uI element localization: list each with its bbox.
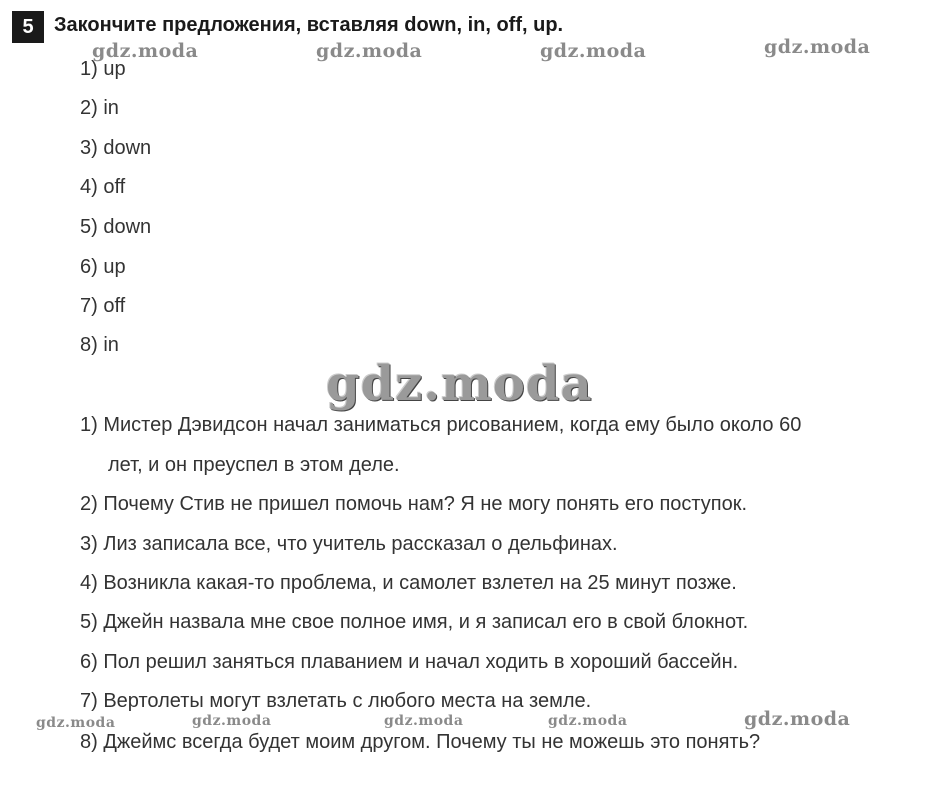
answer-item: 1) up xyxy=(80,58,126,80)
translation-line: 1) Мистер Дэвидсон начал заниматься рисованием, когда ему было около 60 xyxy=(80,414,802,436)
answer-item: 3) down xyxy=(80,137,152,159)
answer-item: 2) in xyxy=(80,97,119,119)
translation-line: 6) Пол решил заняться плаванием и начал ходить в хороший бассейн. xyxy=(80,651,739,673)
watermark: gdz.moda xyxy=(744,708,851,730)
translation-line: 3) Лиз записала все, что учитель рассказал о дельфинах. xyxy=(80,533,618,555)
watermark: gdz.moda xyxy=(384,713,464,729)
watermark: gdz.moda xyxy=(764,36,871,58)
task-title: Закончите предложения, вставляя down, in, off, up. xyxy=(54,14,564,36)
translation-line: 4) Возникла какая-то проблема, и самолет взлетел на 25 минут позже. xyxy=(80,572,737,594)
answer-item: 5) down xyxy=(80,216,152,238)
answer-item: 7) off xyxy=(80,295,126,317)
watermark: gdz.moda xyxy=(192,713,272,729)
watermark: gdz.moda xyxy=(548,713,628,729)
watermark-large: gdz.moda xyxy=(326,356,593,412)
answer-item: 4) off xyxy=(80,176,126,198)
watermark: gdz.moda xyxy=(36,715,116,731)
translation-line: лет, и он преуспел в этом деле. xyxy=(108,454,400,476)
translation-line: 8) Джеймс всегда будет моим другом. Почему ты не можешь это понять? xyxy=(80,731,761,753)
watermark: gdz.moda xyxy=(316,40,423,62)
watermark: gdz.moda xyxy=(540,40,647,62)
translation-line: 5) Джейн назвала мне свое полное имя, и я записал его в свой блокнот. xyxy=(80,611,749,633)
answer-item: 8) in xyxy=(80,334,119,356)
translation-line: 2) Почему Стив не пришел помочь нам? Я не могу понять его поступок. xyxy=(80,493,748,515)
translation-line: 7) Вертолеты могут взлетать с любого места на земле. xyxy=(80,690,592,712)
task-number-badge: 5 xyxy=(12,11,44,43)
watermark: gdz.moda xyxy=(92,40,199,62)
answer-item: 6) up xyxy=(80,256,126,278)
